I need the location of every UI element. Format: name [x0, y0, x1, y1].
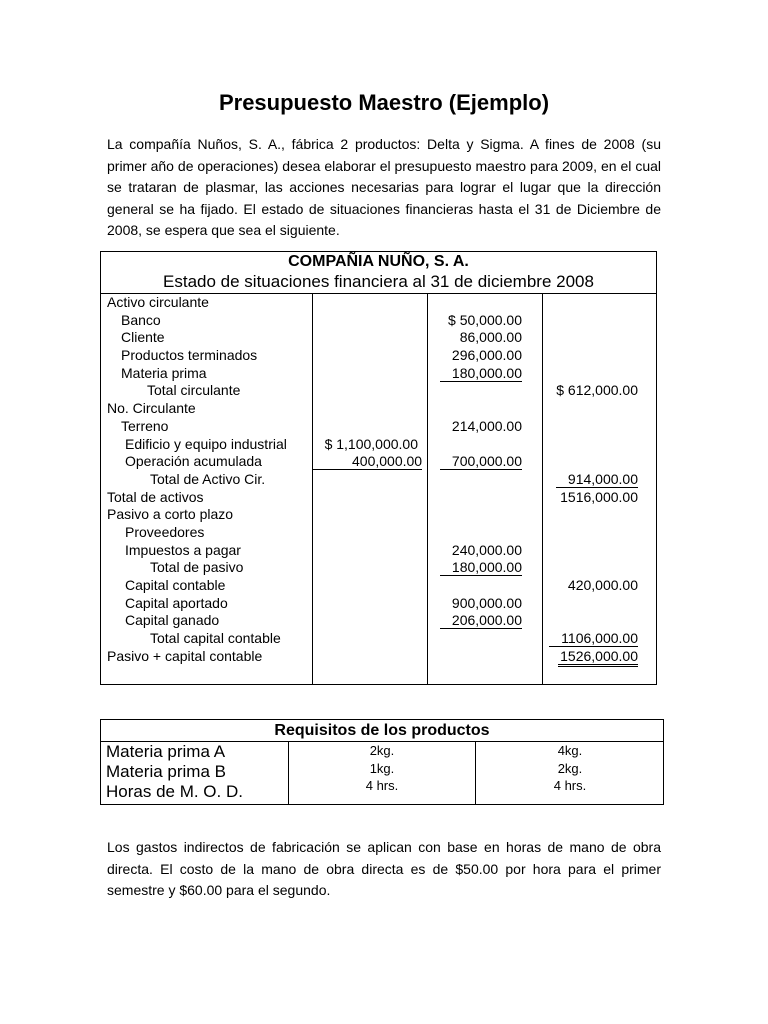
amount-value: 420,000.00	[567, 577, 638, 593]
balance-row	[101, 436, 656, 454]
row-amount	[427, 453, 522, 471]
balance-row	[101, 382, 656, 400]
amount-value: 914,000.00	[556, 471, 638, 488]
balance-row	[101, 506, 656, 524]
row-label: Proveedores	[125, 523, 205, 540]
requirement-value: 4kg.	[557, 743, 583, 758]
row-label: Banco	[121, 311, 161, 328]
balance-row	[101, 400, 656, 418]
balance-row	[101, 542, 656, 560]
balance-row	[101, 453, 656, 471]
balance-row	[101, 329, 656, 347]
row-amount	[312, 436, 418, 454]
product-sigma-column	[476, 742, 664, 795]
row-amount	[427, 418, 522, 436]
balance-row	[101, 471, 656, 489]
balance-sheet-rows	[101, 294, 656, 665]
row-amount	[427, 559, 522, 577]
row-label: Impuestos a pagar	[125, 541, 241, 558]
amount-value: 86,000.00	[459, 329, 522, 346]
balance-row	[101, 648, 656, 666]
balance-row	[101, 312, 656, 330]
balance-row	[101, 365, 656, 383]
row-amount	[427, 347, 522, 365]
row-amount	[427, 542, 522, 560]
row-label: Cliente	[121, 329, 165, 346]
row-label: Total circulante	[147, 382, 241, 399]
row-amount	[542, 489, 638, 507]
balance-row	[101, 559, 656, 577]
row-label: Total de Activo Cir.	[150, 470, 266, 487]
balance-row	[101, 524, 656, 542]
amount-value: 1526,000.00	[558, 648, 638, 667]
amount-value: 400,000.00	[312, 453, 422, 470]
row-amount	[427, 365, 522, 383]
amount-value: 206,000.00	[440, 612, 522, 629]
row-label: Capital ganado	[125, 612, 220, 629]
requirements-labels	[106, 742, 243, 802]
intro-paragraph: La compañía Nuños, S. A., fábrica 2 productos: Delta y Sigma. A fines de 2008 (su primer año de operaciones) desea elaborar el presupuesto maestro para 2009, en el cual se trataran de plasmar, las acciones necesarias para lograr el lugar que la dirección general se ha fijado. El estado de situaciones financieras hasta el 31 de Diciembre de 2008, se espera que sea el siguiente.	[107, 136, 661, 238]
amount-value: 296,000.00	[451, 347, 522, 364]
requirements-header: Requisitos de los productos	[101, 720, 663, 742]
balance-row	[101, 595, 656, 613]
company-name: COMPAÑIA NUÑO, S. A.	[288, 253, 469, 270]
requirement-label: Materia prima A	[106, 742, 226, 761]
balance-row	[101, 294, 656, 312]
row-label: No. Circulante	[107, 400, 196, 417]
row-label: Total de pasivo	[150, 559, 244, 576]
row-amount	[542, 630, 638, 648]
row-label: Materia prima	[121, 364, 207, 381]
amount-value: 700,000.00	[440, 453, 522, 470]
requirement-value: 2kg.	[369, 743, 395, 758]
row-label: Pasivo a corto plazo	[107, 506, 234, 523]
row-amount	[427, 595, 522, 613]
row-label: Total de activos	[107, 488, 204, 505]
balance-sheet-table	[100, 251, 657, 685]
row-amount	[542, 471, 638, 489]
requirement-value: 1kg.	[369, 760, 395, 776]
amount-value: 1106,000.00	[549, 630, 638, 647]
amount-value: 1516,000.00	[560, 488, 638, 505]
row-label: Pasivo + capital contable	[107, 647, 263, 664]
balance-sheet-header	[101, 252, 656, 294]
balance-row	[101, 418, 656, 436]
row-amount	[427, 329, 522, 347]
requirement-value: 4 hrs.	[365, 778, 399, 793]
row-amount	[427, 612, 522, 630]
requirements-table	[100, 719, 664, 805]
row-label: Productos terminados	[121, 347, 258, 364]
closing-paragraph: Los gastos indirectos de fabricación se aplican con base en horas de mano de obra directa. El costo de la mano de obra directa es de $50.00 por hora para el primer semestre y $60.00 para el segundo.	[107, 839, 661, 898]
balance-row	[101, 630, 656, 648]
amount-value: 900,000.00	[451, 594, 522, 611]
row-label: Activo circulante	[107, 294, 209, 310]
amount-value: $ 1,100,000.00	[324, 435, 418, 452]
row-amount	[427, 312, 522, 330]
row-amount	[312, 453, 423, 471]
row-amount	[542, 577, 638, 595]
row-label: Operación acumulada	[125, 453, 262, 470]
amount-value: $ 50,000.00	[448, 311, 522, 328]
page-title: Presupuesto Maestro (Ejemplo)	[218, 90, 550, 115]
balance-row	[101, 489, 656, 507]
amount-value: 180,000.00	[440, 365, 522, 382]
row-amount	[542, 382, 638, 400]
requirement-value: 2kg.	[557, 760, 583, 776]
balance-row	[101, 577, 656, 595]
row-label: Capital contable	[125, 577, 226, 593]
amount-value: 240,000.00	[451, 541, 522, 558]
row-label: Edificio y equipo industrial	[125, 435, 287, 452]
row-label: Total capital contable	[150, 630, 281, 647]
statement-subtitle: Estado de situaciones financiera al 31 de diciembre 2008	[163, 272, 594, 291]
row-label: Terreno	[121, 417, 169, 434]
requirement-label: Materia prima B	[106, 762, 226, 781]
balance-row	[101, 347, 656, 365]
product-delta-column	[289, 742, 475, 795]
row-label: Capital aportado	[125, 594, 228, 611]
amount-value: $ 612,000.00	[556, 382, 638, 399]
row-amount	[542, 648, 638, 666]
requirement-value: 4 hrs.	[553, 778, 587, 793]
amount-value: 180,000.00	[440, 559, 522, 576]
requirement-label: Horas de M. O. D.	[106, 782, 243, 801]
balance-row	[101, 612, 656, 630]
amount-value: 214,000.00	[451, 417, 522, 434]
